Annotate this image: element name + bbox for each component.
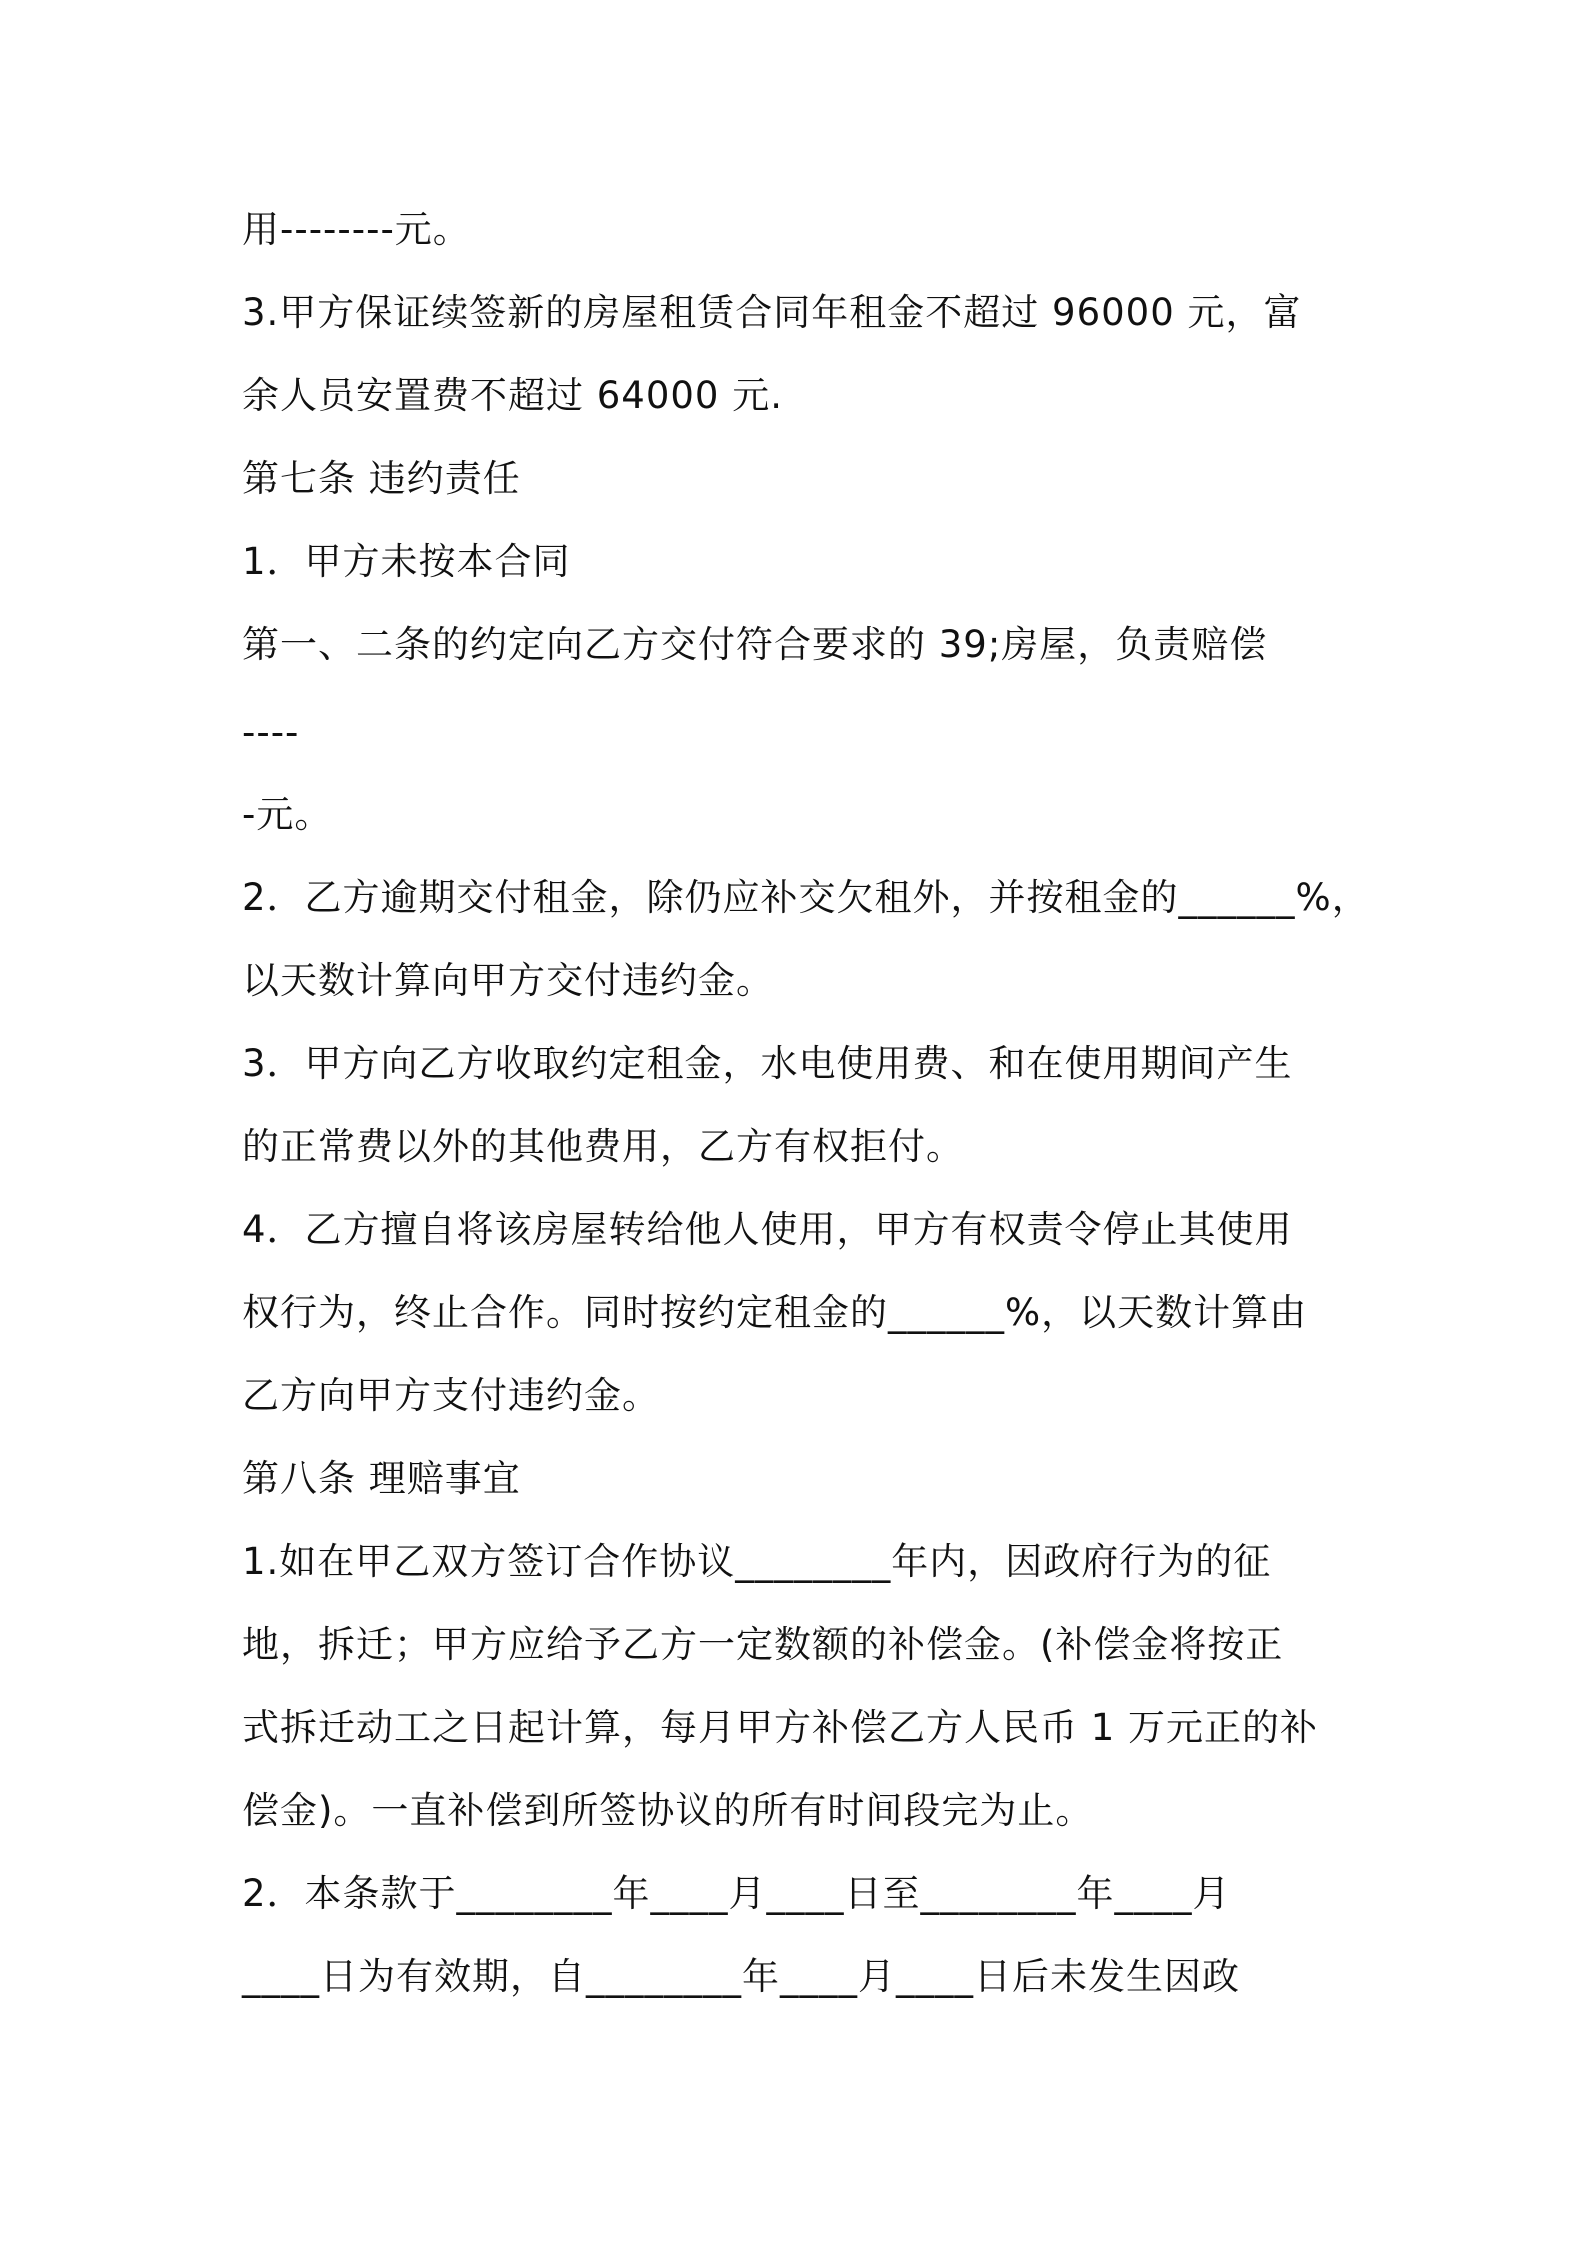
- text-line: 3．甲方向乙方收取约定租金，水电使用费、和在使用期间产生: [242, 1042, 1293, 1085]
- text-line: 1.如在甲乙双方签订合作协议________年内，因政府行为的征: [242, 1540, 1272, 1583]
- text-line: 以天数计算向甲方交付违约金。: [242, 959, 774, 1002]
- text-line: 用--------元。: [242, 208, 471, 251]
- text-line: 余人员安置费不超过 64000 元.: [242, 374, 783, 417]
- text-line: 1．甲方未按本合同: [242, 540, 571, 583]
- text-line: 2．本条款于________年____月____日至________年____月: [242, 1872, 1231, 1915]
- text-line: ----: [242, 711, 300, 754]
- text-line: 偿金)。一直补偿到所签协议的所有时间段完为止。: [242, 1789, 1094, 1832]
- text-line: 2．乙方逾期交付租金，除仍应补交欠租外，并按租金的______%，: [242, 876, 1370, 919]
- text-line: ____日为有效期，自________年____月____日后未发生因政: [242, 1955, 1240, 1998]
- text-line: 的正常费以外的其他费用，乙方有权拒付。: [242, 1125, 964, 1168]
- text-line: 3.甲方保证续签新的房屋租赁合同年租金不超过 96000 元，富: [242, 291, 1302, 334]
- text-line: 权行为，终止合作。同时按约定租金的______%，以天数计算由: [242, 1291, 1308, 1334]
- section-heading: 第八条 理赔事宜: [242, 1457, 521, 1500]
- text-line: 式拆迁动工之日起计算，每月甲方补偿乙方人民币 1 万元正的补: [242, 1706, 1319, 1749]
- section-heading: 第七条 违约责任: [242, 457, 521, 500]
- text-line: 地，拆迁；甲方应给予乙方一定数额的补偿金。(补偿金将按正: [242, 1623, 1284, 1666]
- text-line: 4．乙方擅自将该房屋转给他人使用，甲方有权责令停止其使用: [242, 1208, 1293, 1251]
- text-line: 乙方向甲方支付违约金。: [242, 1374, 660, 1417]
- text-line: 第一、二条的约定向乙方交付符合要求的 39;房屋，负责赔偿: [242, 623, 1268, 666]
- text-line: -元。: [242, 793, 333, 836]
